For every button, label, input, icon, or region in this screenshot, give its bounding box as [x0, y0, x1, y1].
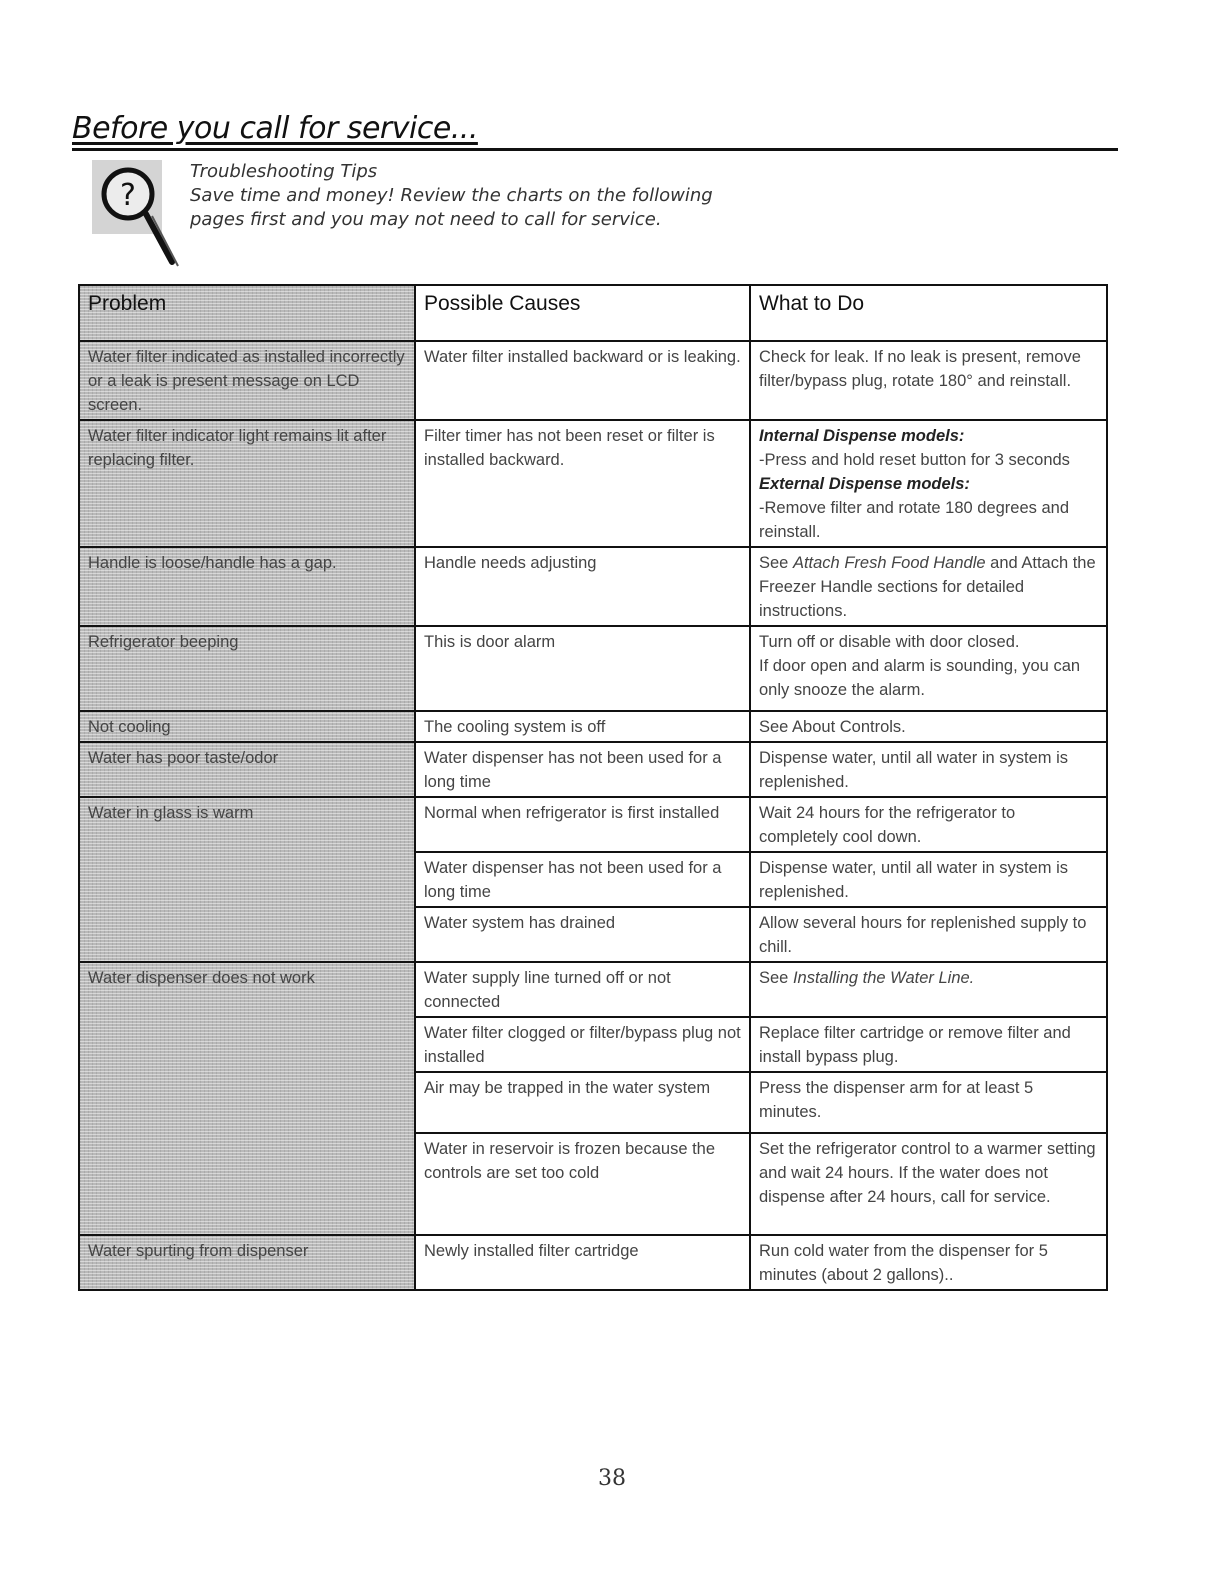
supply-action-reference: Installing the Water Line. — [792, 969, 975, 987]
header-possible-causes: Possible Causes — [415, 285, 750, 341]
tips-line-1: Save time and money! Review the charts on the following — [190, 185, 713, 206]
action-cell: Check for leak. If no leak is present, remove filter/bypass plug, rotate 180° and reinstall. — [750, 341, 1107, 420]
cause-cell: Water filter clogged or filter/bypass plug not installed — [415, 1017, 750, 1072]
problem-cell: Water in glass is warm — [79, 797, 415, 962]
problem-cell: Water dispenser does not work — [79, 962, 415, 1235]
beeping-action-1: Turn off or disable with door closed. — [759, 633, 1020, 651]
handle-action-suffix: and Attach the Freezer Handle sections for detailed instructions. — [759, 554, 1096, 620]
action-cell: See About Controls. — [750, 711, 1107, 742]
table-row — [79, 711, 1107, 742]
table-row — [79, 626, 1107, 711]
cause-cell: Newly installed filter cartridge — [415, 1235, 750, 1290]
cause-cell: Water supply line turned off or not connected — [415, 962, 750, 1017]
cause-cell: Air may be trapped in the water system — [415, 1072, 750, 1133]
page-title — [72, 104, 1118, 151]
handle-action-reference: Attach Fresh Food Handle — [792, 554, 986, 572]
cause-cell: Water dispenser has not been used for a long time — [415, 852, 750, 907]
external-dispense-text: -Remove filter and rotate 180 degrees and reinstall. — [759, 499, 1070, 541]
action-cell: Set the refrigerator control to a warmer setting and wait 24 hours. If the water does not dispense after 24 hours, call for service. — [750, 1133, 1107, 1235]
table-row — [79, 1235, 1107, 1290]
table-row — [79, 742, 1107, 797]
page-title-text: Before you call for service... — [72, 111, 478, 146]
header-problem: Problem — [79, 285, 415, 341]
cause-cell: Water filter installed backward or is leaking. — [415, 341, 750, 420]
cause-cell: Water dispenser has not been used for a long time — [415, 742, 750, 797]
internal-dispense-text: -Press and hold reset button for 3 seconds — [759, 451, 1070, 469]
table-header-row — [79, 285, 1107, 341]
cause-cell: Normal when refrigerator is first installed — [415, 797, 750, 852]
problem-cell: Handle is loose/handle has a gap. — [79, 547, 415, 626]
action-cell — [750, 626, 1107, 711]
troubleshooting-tips — [190, 160, 713, 232]
action-cell — [750, 547, 1107, 626]
action-cell: Dispense water, until all water in system is replenished. — [750, 742, 1107, 797]
internal-dispense-heading: Internal Dispense models: — [759, 427, 965, 445]
svg-text:?: ? — [120, 178, 136, 213]
table-row — [79, 420, 1107, 547]
action-cell: Allow several hours for replenished supply to chill. — [750, 907, 1107, 962]
action-cell: Wait 24 hours for the refrigerator to completely cool down. — [750, 797, 1107, 852]
problem-cell: Water has poor taste/odor — [79, 742, 415, 797]
troubleshooting-table — [78, 284, 1108, 1291]
external-dispense-heading: External Dispense models: — [759, 475, 970, 493]
handle-action-prefix: See — [759, 554, 793, 572]
cause-cell: Filter timer has not been reset or filter is installed backward. — [415, 420, 750, 547]
cause-cell: Handle needs adjusting — [415, 547, 750, 626]
supply-action-prefix: See — [759, 969, 793, 987]
action-cell — [750, 420, 1107, 547]
action-cell: Press the dispenser arm for at least 5 minutes. — [750, 1072, 1107, 1133]
problem-cell: Water spurting from dispenser — [79, 1235, 415, 1290]
problem-cell: Water filter indicator light remains lit after replacing filter. — [79, 420, 415, 547]
problem-cell: Not cooling — [79, 711, 415, 742]
magnifier-question-icon — [92, 158, 182, 270]
cause-cell: The cooling system is off — [415, 711, 750, 742]
action-cell: Run cold water from the dispenser for 5 minutes (about 2 gallons).. — [750, 1235, 1107, 1290]
table-row — [79, 341, 1107, 420]
action-cell — [750, 962, 1107, 1017]
action-cell: Replace filter cartridge or remove filter and install bypass plug. — [750, 1017, 1107, 1072]
cause-cell: Water system has drained — [415, 907, 750, 962]
cause-cell: Water in reservoir is frozen because the controls are set too cold — [415, 1133, 750, 1235]
action-cell: Dispense water, until all water in system is replenished. — [750, 852, 1107, 907]
problem-cell: Water filter indicated as installed incorrectly or a leak is present message on LCD screen. — [79, 341, 415, 420]
table-row — [79, 797, 1107, 852]
tips-heading: Troubleshooting Tips — [190, 161, 378, 182]
table-row — [79, 547, 1107, 626]
header-what-to-do: What to Do — [750, 285, 1107, 341]
problem-cell: Refrigerator beeping — [79, 626, 415, 711]
tips-line-2: pages first and you may not need to call for service. — [190, 209, 662, 230]
page-number: 38 — [598, 1466, 626, 1491]
cause-cell: This is door alarm — [415, 626, 750, 711]
beeping-action-2: If door open and alarm is sounding, you can only snooze the alarm. — [759, 657, 1081, 699]
table-row — [79, 962, 1107, 1017]
